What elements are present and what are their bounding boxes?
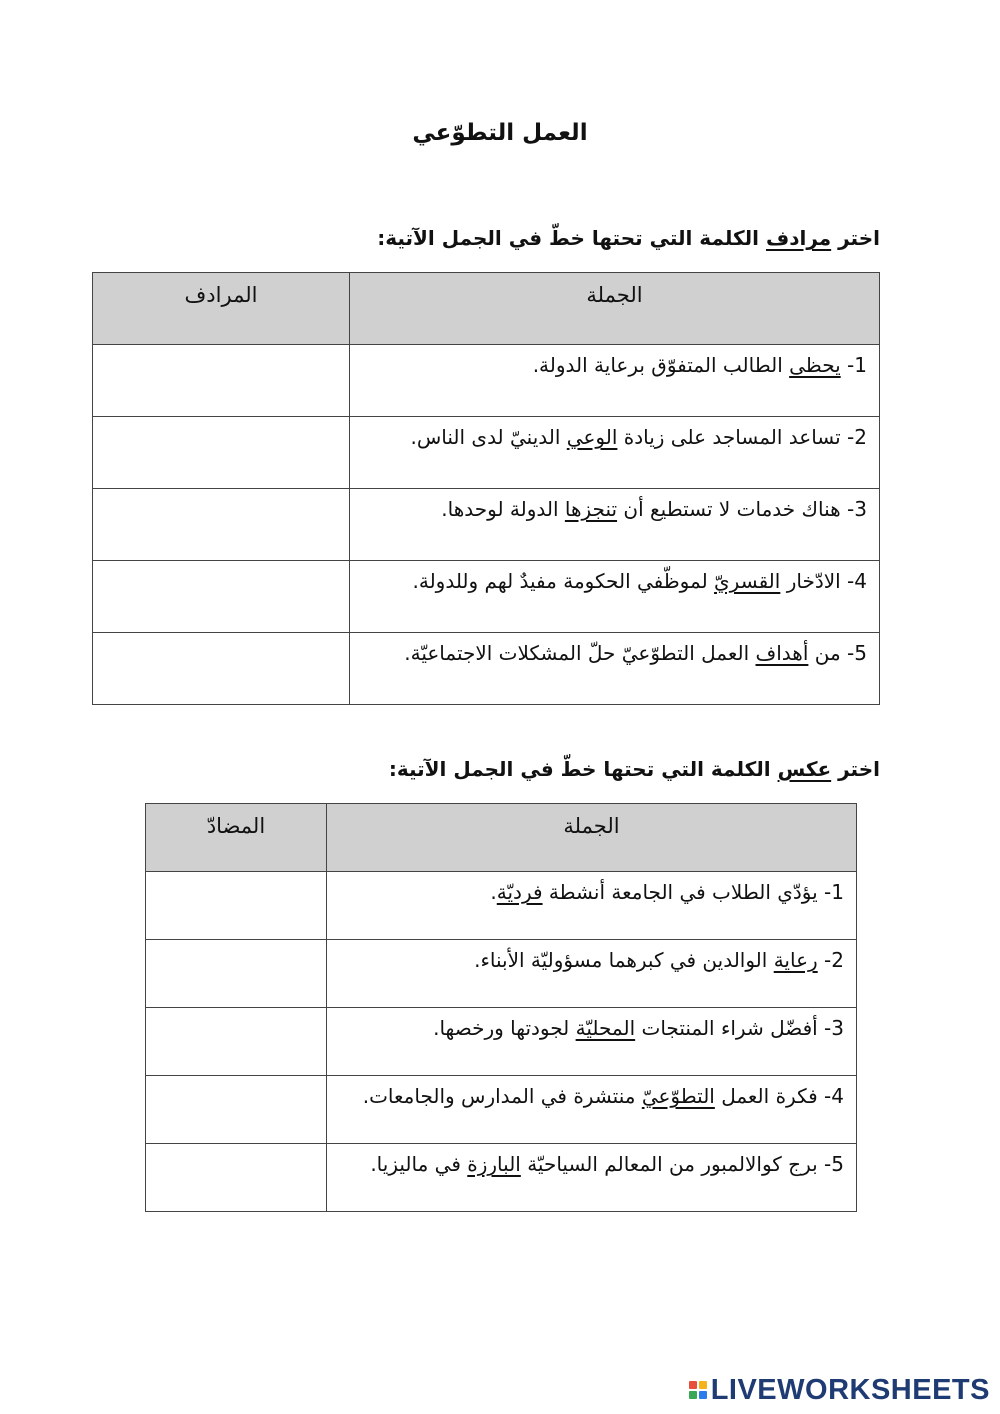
answer-cell[interactable] bbox=[93, 561, 350, 633]
table-header-row bbox=[93, 273, 880, 345]
table-row bbox=[93, 489, 880, 561]
underlined-word: الوعي bbox=[566, 425, 618, 449]
synonym-table bbox=[92, 272, 880, 705]
answer-cell[interactable] bbox=[146, 1008, 327, 1076]
table-row bbox=[93, 633, 880, 705]
answer-cell[interactable] bbox=[93, 633, 350, 705]
table-row bbox=[146, 940, 857, 1008]
answer-cell[interactable] bbox=[146, 872, 327, 940]
header-sentence: الجملة bbox=[327, 804, 857, 872]
answer-cell[interactable] bbox=[146, 1144, 327, 1212]
sentence-cell: 4- الادّخار القسريّ لموظّفي الحكومة مفيدٌ لهم وللدولة. bbox=[350, 561, 880, 633]
table-row bbox=[93, 561, 880, 633]
sentence-cell: 2- تساعد المساجد على زيادة الوعي الدينيّ لدى الناس. bbox=[350, 417, 880, 489]
underlined-word: يحظى bbox=[789, 353, 841, 377]
underlined-word: التطوّعيّ bbox=[641, 1084, 715, 1108]
underlined-word: فرديّة bbox=[496, 880, 543, 904]
sentence-cell: 4- فكرة العمل التطوّعيّ منتشرة في المدارس والجامعات. bbox=[327, 1076, 857, 1144]
table-row bbox=[93, 417, 880, 489]
brand-name: LIVEWORKSHEETS bbox=[710, 1373, 990, 1406]
table-header-row bbox=[146, 804, 857, 872]
section2-instruction: اختر عكس الكلمة التي تحتها خطّ في الجمل الآتية: bbox=[388, 757, 880, 781]
sentence-cell: 3- أفضّل شراء المنتجات المحليّة لجودتها ورخصها. bbox=[327, 1008, 857, 1076]
answer-cell[interactable] bbox=[146, 940, 327, 1008]
sentence-cell: 2- رعاية الوالدين في كبرهما مسؤوليّة الأبناء. bbox=[327, 940, 857, 1008]
header-synonym: المرادف bbox=[93, 273, 350, 345]
table-row bbox=[146, 1076, 857, 1144]
section1-instruction: اختر مرادف الكلمة التي تحتها خطّ في الجمل الآتية: bbox=[377, 226, 880, 250]
footer-brand bbox=[689, 1373, 990, 1407]
underlined-word: القسريّ bbox=[714, 569, 781, 593]
sentence-cell: 5- برج كوالالمبور من المعالم السياحيّة البارزة في ماليزيا. bbox=[327, 1144, 857, 1212]
underlined-word: المحليّة bbox=[575, 1016, 636, 1040]
header-sentence: الجملة bbox=[350, 273, 880, 345]
antonym-table bbox=[145, 803, 857, 1212]
underlined-word: رعاية bbox=[773, 948, 818, 972]
answer-cell[interactable] bbox=[146, 1076, 327, 1144]
table-row bbox=[146, 872, 857, 940]
table-row bbox=[93, 345, 880, 417]
underlined-word: أهداف bbox=[755, 641, 809, 665]
answer-cell[interactable] bbox=[93, 489, 350, 561]
header-antonym: المضادّ bbox=[146, 804, 327, 872]
page-title: العمل التطوّعي bbox=[412, 120, 588, 146]
answer-cell[interactable] bbox=[93, 345, 350, 417]
sentence-cell: 1- يحظى الطالب المتفوّق برعاية الدولة. bbox=[350, 345, 880, 417]
answer-cell[interactable] bbox=[93, 417, 350, 489]
table-row bbox=[146, 1008, 857, 1076]
sentence-cell: 1- يؤدّي الطلاب في الجامعة أنشطة فرديّة. bbox=[327, 872, 857, 940]
instruction-keyword: عكس bbox=[777, 757, 832, 781]
sentence-cell: 5- من أهداف العمل التطوّعيّ حلّ المشكلات الاجتماعيّة. bbox=[350, 633, 880, 705]
underlined-word: البارزة bbox=[467, 1152, 521, 1176]
liveworksheets-logo-icon bbox=[689, 1381, 707, 1399]
instruction-keyword: مرادف bbox=[765, 226, 832, 250]
table-row bbox=[146, 1144, 857, 1212]
underlined-word: تنجزها bbox=[564, 497, 618, 521]
sentence-cell: 3- هناك خدمات لا تستطيع أن تنجزها الدولة لوحدها. bbox=[350, 489, 880, 561]
